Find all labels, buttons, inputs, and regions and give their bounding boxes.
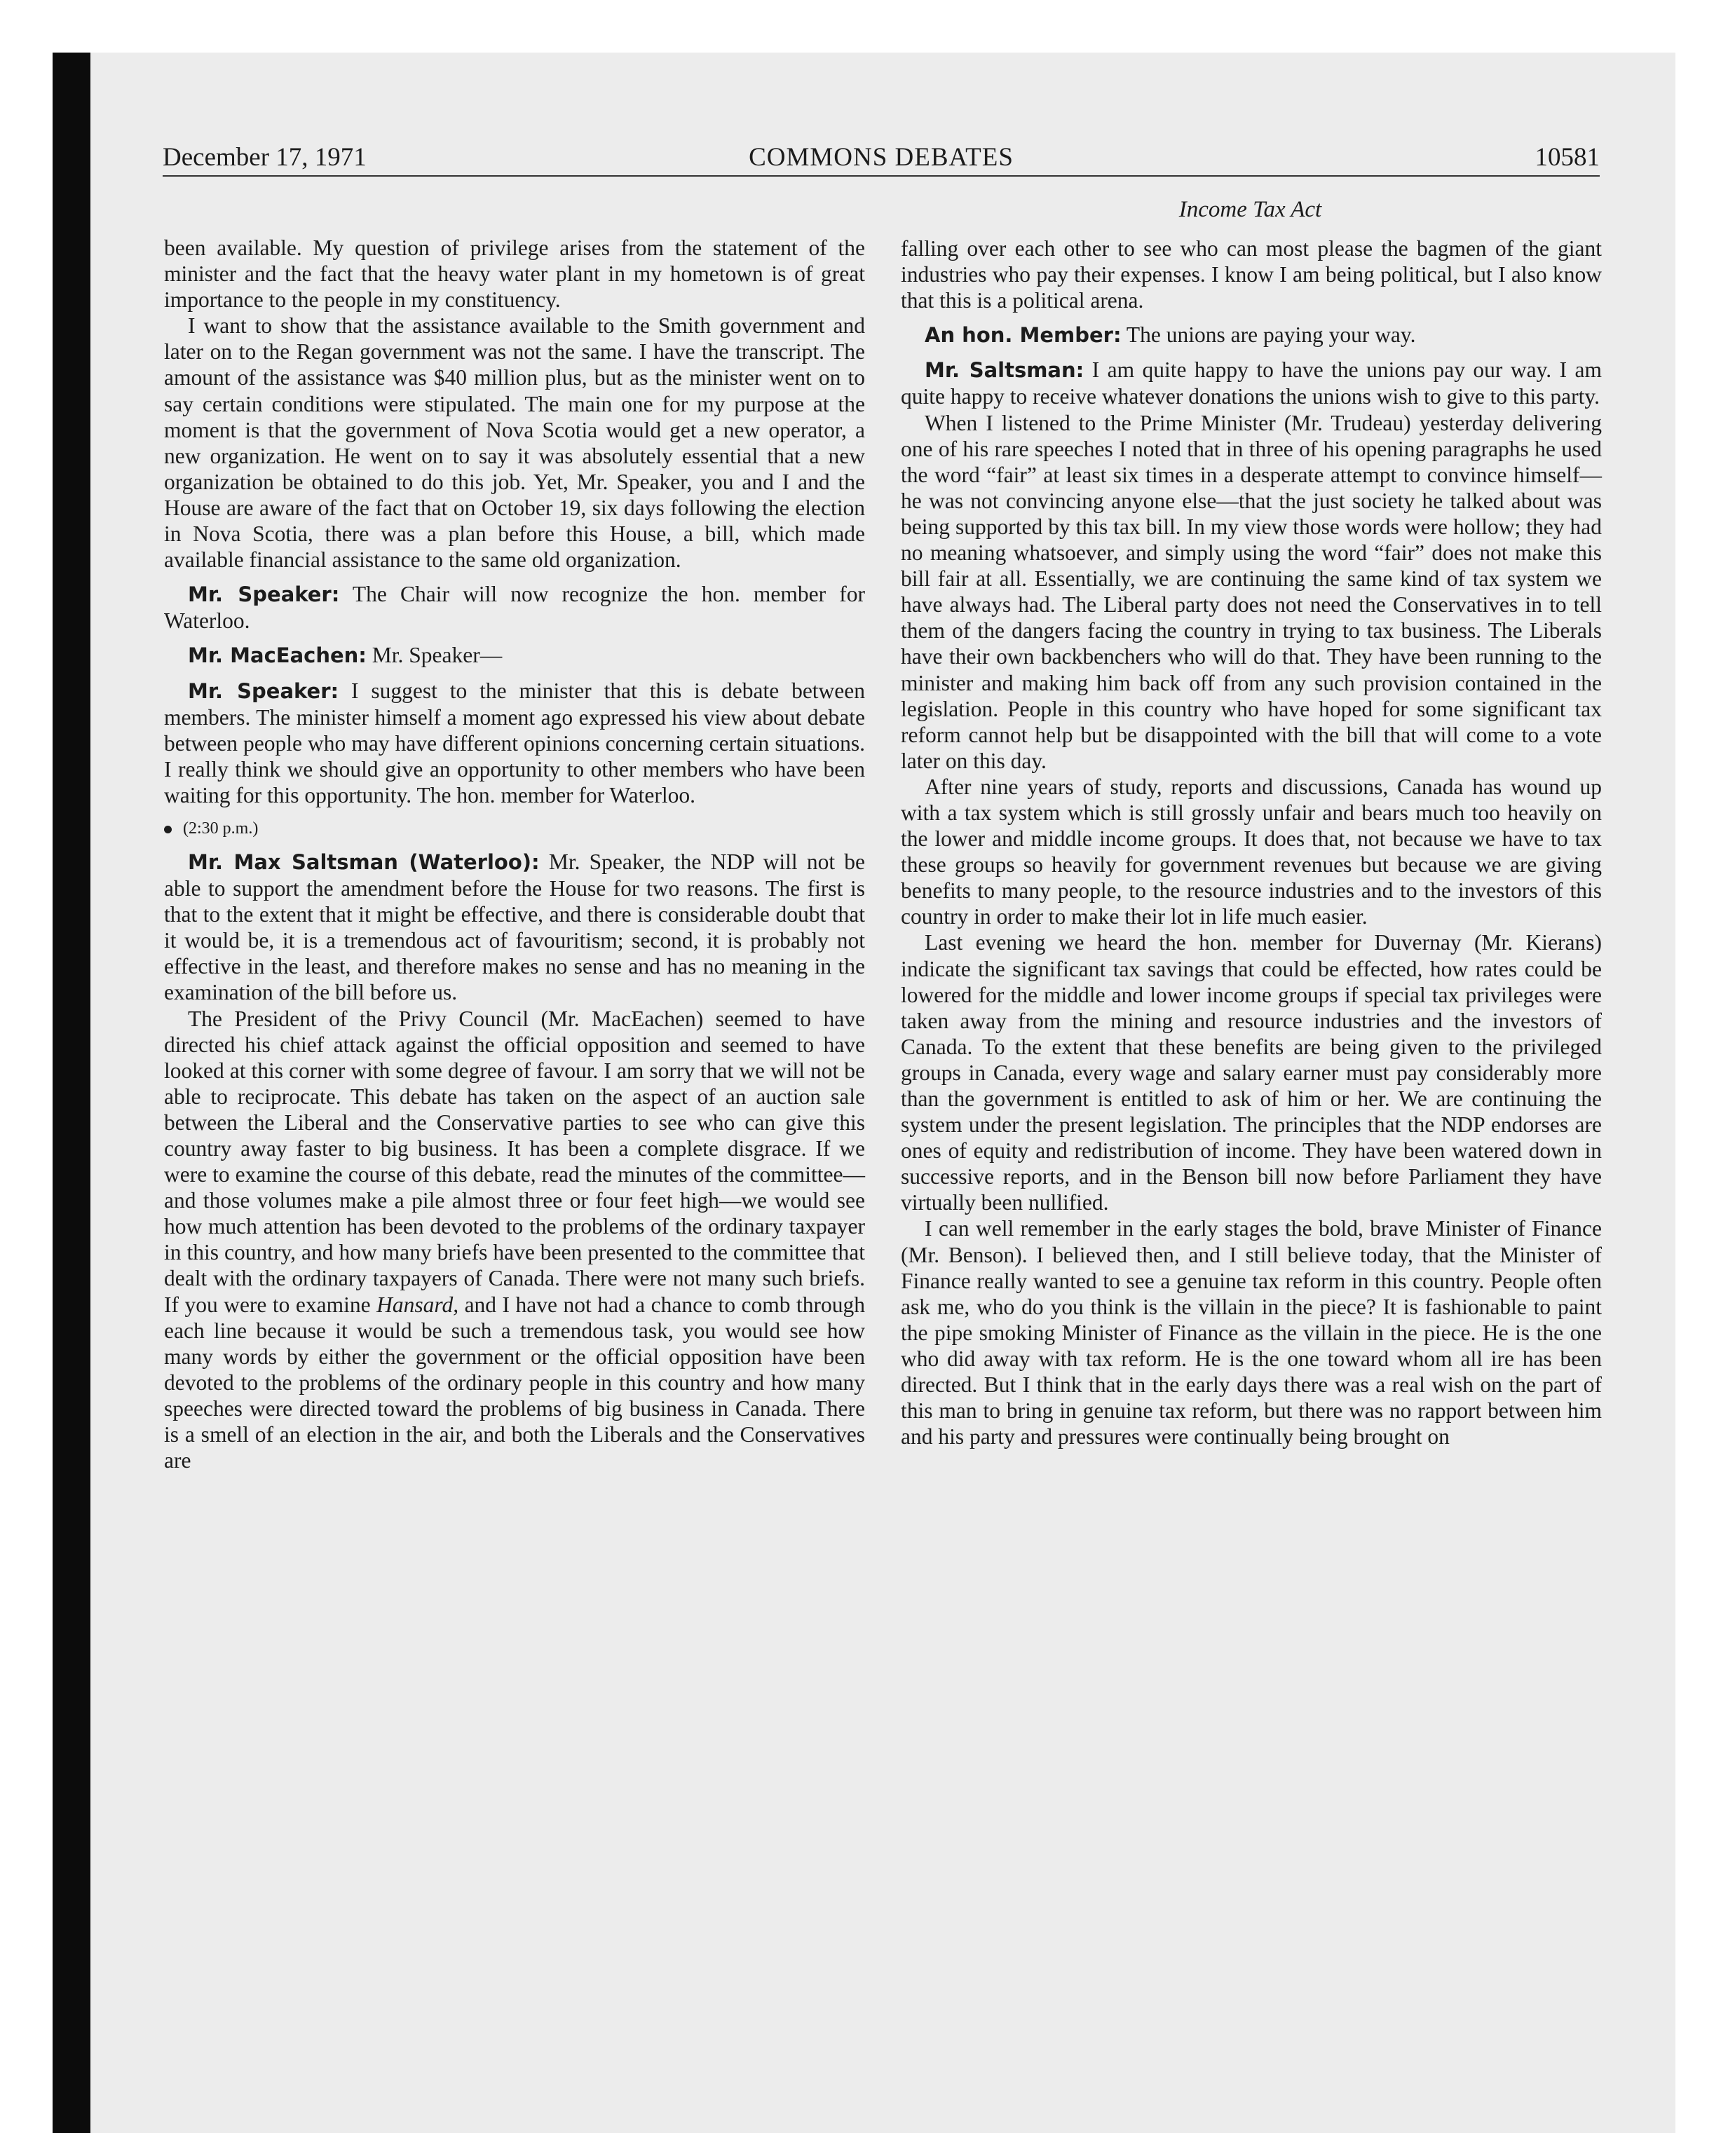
header-title: COMMONS DEBATES xyxy=(749,143,1014,172)
speaker-name: Mr. Speaker: xyxy=(188,678,339,703)
speech-text: Mr. Speaker, the NDP will not be able to support the amendment before the House for two reasons. The first is that to the extent that it might be effective, and there is considerable doubt that it would be, it is a tremendous act of favouritism; second, it is probably not effective in the least, and therefore makes no sense and has no meaning in the examination of the bill before us. xyxy=(164,849,865,1005)
speech xyxy=(164,642,865,669)
speaker-name: Mr. Speaker: xyxy=(188,582,340,607)
time-stamp xyxy=(164,818,865,839)
hansard-italic: Hansard, xyxy=(376,1292,459,1317)
left-column xyxy=(164,235,865,1473)
speaker-name: An hon. Member: xyxy=(925,323,1122,348)
speech-text: The Chair will now recognize the hon. member for Waterloo. xyxy=(164,582,865,634)
speech xyxy=(901,357,1602,409)
paragraph: falling over each other to see who can most please the bagmen of the giant industries who pay their expenses. I know I am being political, but I also know that this is a political arena. xyxy=(901,236,1602,313)
paragraph: been available. My question of privilege arises from the statement of the minister and the fact that the heavy water plant in my hometown is of great importance to the people in my constituency. xyxy=(164,236,865,313)
paragraph: I want to show that the assistance available to the Smith government and later on to the Regan government was not the same. I have the transcript. The amount of the assistance was $40 million plus, but as the minister went on to say certain conditions were stipulated. The main one for my purpose at the moment is that the government of Nova Scotia would get a new operator, a new organization. He went on to say it was absolutely essential that a new organization be obtained to do this job. Yet, Mr. Speaker, you and I and the House are aware of the fact that on October 19, six days following the election in Nova Scotia, there was a plan before this House, a bill, which made available financial assistance to the same old organization. xyxy=(164,313,865,573)
speech-text: I suggest to the minister that this is debate between members. The minister himself a moment ago expressed his view about debate between people who may have different opinions concerning certain situations. I really think we should give an opportunity to other members who have been waiting for this opportunity. The hon. member for Waterloo. xyxy=(164,678,866,807)
subject-heading: Income Tax Act xyxy=(1178,197,1322,222)
header-date: December 17, 1971 xyxy=(163,143,367,172)
right-column xyxy=(901,236,1602,1449)
page-header xyxy=(163,140,1600,177)
speaker-name: Mr. MacEachen: xyxy=(188,643,367,668)
speech xyxy=(164,581,865,634)
speech xyxy=(164,849,865,1006)
paragraph: I can well remember in the early stages the bold, brave Minister of Finance (Mr. Benson). I believed then, and I still believe today, that the Minister of Finance really wanted to see a genuine tax reform in this country. People often ask me, who do you think is the villain in the piece? It is fashionable to paint the pipe smoking Minister of Finance as the villain in the piece. He is the one who did away with tax reform. He is the one toward whom all ire has been directed. But I think that in the early days there was a real wish on the part of this man to bring in genuine tax reform, but there was no rapport between him and his party and pressures were continually being brought on xyxy=(901,1216,1602,1449)
speech-text: The unions are paying your way. xyxy=(1126,322,1416,348)
binding-edge xyxy=(53,53,90,2133)
time-stamp-text: (2:30 p.m.) xyxy=(183,819,259,838)
speech xyxy=(901,322,1602,348)
speech-text: Mr. Speaker— xyxy=(372,643,503,668)
header-page-number: 10581 xyxy=(1535,143,1600,172)
speech xyxy=(164,678,865,808)
paragraph xyxy=(164,1006,865,1474)
speech-text: I am quite happy to have the unions pay our way. I am quite happy to receive whatever donations the unions wish to give to this party. xyxy=(901,357,1602,409)
paragraph-text: The President of the Privy Council (Mr. MacEachen) seemed to have directed his chief attack against the official opposition and seemed to have looked at this corner with some degree of favour. I am sorry that we will not be able to reciprocate. This debate has taken on the aspect of an auction sale between the Liberal and the Conservative parties to see who can give this country away faster to big business. It has been a complete disgrace. If we were to examine the course of this debate, read the minutes of the committee—and those volumes make a pile almost three or four feet high—we would see how much attention has been devoted to the problems of the ordinary taxpayer in this country, and how many briefs have been presented to the committee that dealt with the ordinary taxpayers of Canada. There were not many such briefs. If you were to examine xyxy=(164,1006,865,1317)
paragraph: After nine years of study, reports and discussions, Canada has wound up with a tax system which is still grossly unfair and bears much too heavily on the lower and middle income groups. It does that, not because we have to tax these groups so heavily for government revenues but because we are giving benefits to many people, to the resource industries and to the investors of this country in order to make their lot in life much easier. xyxy=(901,774,1602,929)
paragraph-text: and I have not had a chance to comb through each line because it would be such a tremendous task, you would see how many words by either the government or the official opposition have been devoted to the problems of the ordinary people in this country and how many speeches were directed toward the problems of big business in Canada. There is a smell of an election in the air, and both the Liberals and the Conservatives are xyxy=(164,1292,866,1473)
bullet-icon xyxy=(164,826,172,833)
speaker-name: Mr. Saltsman: xyxy=(925,358,1084,383)
paragraph: Last evening we heard the hon. member for Duvernay (Mr. Kierans) indicate the significant tax savings that could be effected, how rates could be lowered for the middle and lower income groups if special tax privileges were taken away from the mining and resource industries and the investors of Canada. To the extent that these benefits are being given to the privileged groups in Canada, every wage and salary earner must pay considerably more than the government is entitled to ask of him or her. We are continuing the system under the present legislation. The principles that the NDP endorses are ones of equity and redistribution of income. They have been watered down in successive reports, and in the Benson bill now before Parliament they have virtually been nullified. xyxy=(901,930,1602,1215)
speaker-name: Mr. Max Saltsman (Waterloo): xyxy=(188,850,540,874)
paragraph: When I listened to the Prime Minister (Mr. Trudeau) yesterday delivering one of his rare speeches I noted that in three of his opening paragraphs he used the word “fair” at least six times in a desperate attempt to convince himself—he was not convincing anyone else—that the just society he talked about was being supported by this tax bill. In my view those words were hollow; they had no meaning whatsoever, and simply using the word “fair” does not make this bill fair at all. Essentially, we are continuing the same kind of tax system we have always had. The Liberal party does not need the Conservatives in to tell them of the dangers facing the country in trying to tax business. The Liberals have their own backbenchers who will do that. They have been running to the minister and making him back off from any such provision contained in the legislation. People in this country who have hoped for some significant tax reform cannot help but be disappointed with the bill that will come to a vote later on this day. xyxy=(901,410,1602,773)
